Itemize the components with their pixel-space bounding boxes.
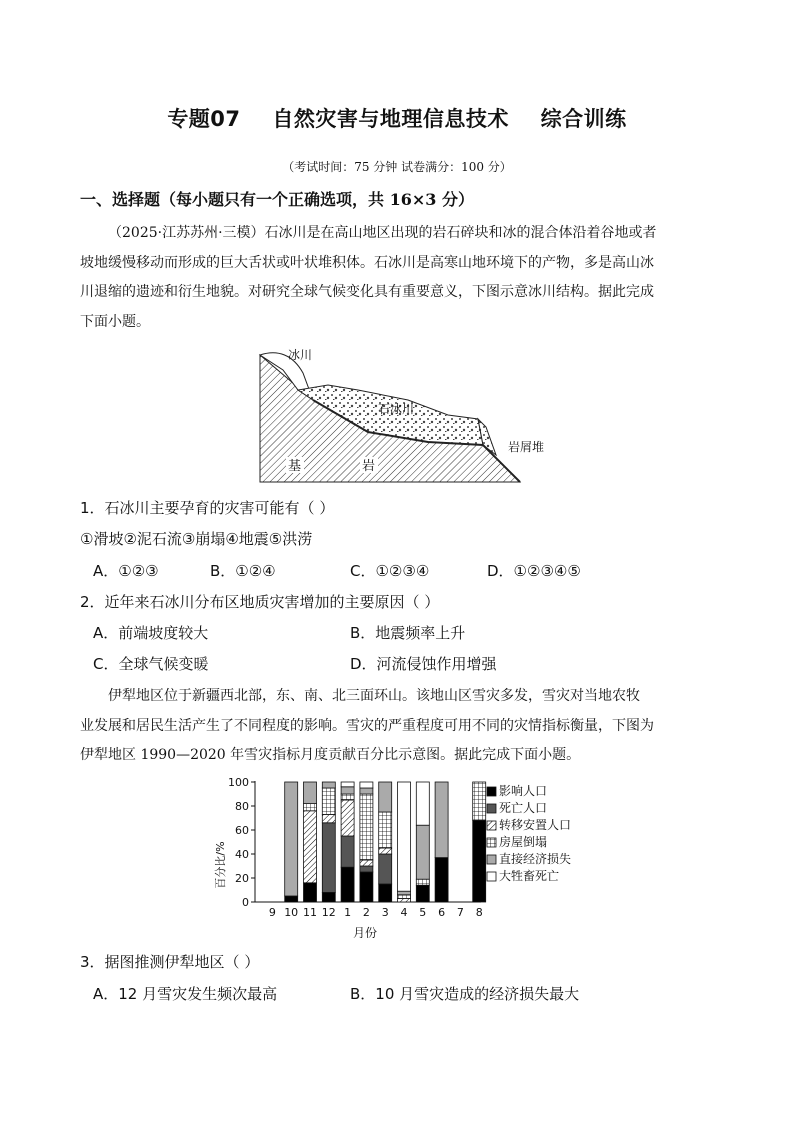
- x-axis-label: 月份: [352, 926, 378, 940]
- q1-option-c[interactable]: C．①②③④: [350, 562, 430, 580]
- legend-swatch: [487, 821, 496, 830]
- y-tick-label: 60: [235, 824, 249, 837]
- bar-segment: [304, 811, 317, 883]
- q2-option-c[interactable]: C．全球气候变暖: [93, 655, 209, 673]
- snow-disaster-chart: [210, 775, 610, 945]
- bar-segment: [341, 800, 354, 836]
- y-tick-label: 100: [228, 776, 249, 789]
- bar-segment: [341, 787, 354, 794]
- bar-segment: [322, 788, 335, 814]
- bar-segment: [398, 891, 411, 895]
- x-tick-label: 7: [456, 906, 464, 919]
- bar-segment: [379, 854, 392, 884]
- bar-segment: [304, 782, 317, 804]
- exam-info: （考试时间：75 分钟 试卷满分：100 分）: [282, 160, 512, 174]
- page-title: [0, 103, 794, 133]
- y-axis-label: 百分比/%: [214, 841, 227, 889]
- bar-segment: [398, 895, 411, 899]
- bar-segment: [341, 782, 354, 787]
- q3-option-a[interactable]: A．12 月雪灾发生频次最高: [93, 985, 278, 1003]
- bar-segment: [416, 782, 429, 825]
- bar-segment: [379, 812, 392, 848]
- x-tick-label: 3: [381, 906, 389, 919]
- bar-segment: [341, 867, 354, 902]
- q2-option-a[interactable]: A．前端坡度较大: [93, 624, 209, 642]
- y-tick-label: 80: [235, 800, 249, 813]
- bar-segment: [473, 782, 486, 820]
- passage-1-line: 川退缩的遗迹和衍生地貌。对研究全球气候变化具有重要意义，下图示意冰川结构。据此完成: [80, 284, 654, 300]
- bar-segment: [341, 836, 354, 867]
- title-part1: 专题07: [167, 107, 241, 131]
- bar-segment: [379, 884, 392, 902]
- question-3-stem: 3．据图推测伊犁地区（ ）: [80, 953, 260, 971]
- bar-segment: [341, 794, 354, 800]
- bar-segment: [360, 788, 373, 794]
- bar-segment: [398, 782, 411, 891]
- x-tick-label: 10: [284, 906, 299, 919]
- legend-label: 房屋倒塌: [499, 835, 548, 849]
- q1-option-a[interactable]: A．①②③: [93, 562, 159, 580]
- legend-label: 影响人口: [499, 784, 548, 798]
- talus-label: 岩屑堆: [508, 440, 545, 454]
- q2-option-d[interactable]: D．河流侵蚀作用增强: [350, 655, 497, 673]
- x-tick-label: 2: [362, 906, 370, 919]
- bar-segment: [285, 896, 298, 902]
- passage-1-line: 坡地缓慢移动而形成的巨大舌状或叶状堆积体。石冰川是高寒山地环境下的产物，多是高山冰: [80, 254, 654, 271]
- q3-option-b[interactable]: B．10 月雪灾造成的经济损失最大: [350, 985, 580, 1003]
- x-tick-label: 9: [268, 906, 276, 919]
- bedrock-label-1: 基: [288, 459, 302, 474]
- bar-segment: [322, 892, 335, 902]
- bar-segment: [322, 782, 335, 788]
- passage-1-line: 下面小题。: [80, 313, 150, 330]
- bar-segment: [360, 782, 373, 788]
- bedrock-label-2: 岩: [362, 459, 376, 474]
- section-heading: 一、选择题（每小题只有一个正确选项，共 16×3 分）: [80, 190, 474, 209]
- bar-segment: [360, 866, 373, 872]
- bar-segment: [360, 794, 373, 860]
- bar-segment: [416, 885, 429, 902]
- q1-option-d[interactable]: D．①②③④⑤: [487, 562, 581, 580]
- passage-1-line: （2025·江苏苏州·三模）石冰川是在高山地区出现的岩石碎块和冰的混合体沿着谷地或者: [108, 225, 657, 241]
- glacier-label: 冰川: [288, 348, 313, 362]
- y-tick-label: 20: [235, 872, 249, 885]
- passage-2-line: 业发展和居民生活产生了不同程度的影响。雪灾的严重程度可用不同的灾情指标衡量，下图为: [80, 717, 654, 734]
- legend-swatch: [487, 872, 496, 881]
- passage-1: [80, 219, 722, 337]
- legend-label: 直接经济损失: [499, 852, 572, 866]
- y-tick-label: 40: [235, 848, 249, 861]
- title-part2: 自然灾害与地理信息技术: [272, 107, 509, 131]
- bar-segment: [435, 858, 448, 902]
- legend-swatch: [487, 804, 496, 813]
- question-2-stem: 2．近年来石冰川分布区地质灾害增加的主要原因（ ）: [80, 593, 440, 611]
- y-tick-label: 0: [242, 896, 249, 909]
- bar-segment: [360, 872, 373, 902]
- bar-segment: [322, 823, 335, 893]
- x-tick-label: 6: [438, 906, 446, 919]
- q2-option-b[interactable]: B．地震频率上升: [350, 624, 466, 642]
- x-tick-label: 12: [321, 906, 336, 919]
- legend-label: 转移安置人口: [499, 818, 572, 832]
- bar-segment: [416, 825, 429, 879]
- rock-glacier-label: 石冰川: [378, 402, 415, 416]
- rock-glacier-diagram: [258, 345, 548, 485]
- bar-segment: [416, 879, 429, 885]
- legend-swatch: [487, 838, 496, 847]
- bar-segment: [285, 782, 298, 896]
- bar-segment: [435, 782, 448, 858]
- legend-swatch: [487, 855, 496, 864]
- legend-label: 大牲畜死亡: [499, 869, 560, 883]
- bar-segment: [379, 848, 392, 854]
- x-tick-label: 11: [303, 906, 317, 919]
- bar-segment: [398, 898, 411, 902]
- legend-swatch: [487, 787, 496, 796]
- x-tick-label: 8: [475, 906, 483, 919]
- q1-option-b[interactable]: B．①②④: [210, 562, 276, 580]
- legend-label: 死亡人口: [499, 801, 548, 815]
- bar-segment: [304, 883, 317, 902]
- x-tick-label: 4: [400, 906, 408, 919]
- x-tick-label: 1: [344, 906, 352, 919]
- passage-2-line: 伊犁地区 1990—2020 年雪灾指标月度贡献百分比示意图。据此完成下面小题。: [80, 747, 581, 763]
- passage-2-line: 伊犁地区位于新疆西北部，东、南、北三面环山。该地山区雪灾多发，雪灾对当地农牧: [108, 688, 640, 704]
- bar-segment: [473, 820, 486, 902]
- x-tick-label: 5: [419, 906, 427, 919]
- bar-segment: [360, 860, 373, 866]
- bar-segment: [379, 782, 392, 812]
- bar-segment: [322, 814, 335, 822]
- bar-segment: [304, 804, 317, 811]
- question-1-items: ①滑坡②泥石流③崩塌④地震⑤洪涝: [80, 530, 313, 548]
- passage-2: [80, 682, 722, 771]
- question-1-stem: 1．石冰川主要孕育的灾害可能有（ ）: [80, 499, 335, 517]
- title-part3: 综合训练: [540, 107, 627, 131]
